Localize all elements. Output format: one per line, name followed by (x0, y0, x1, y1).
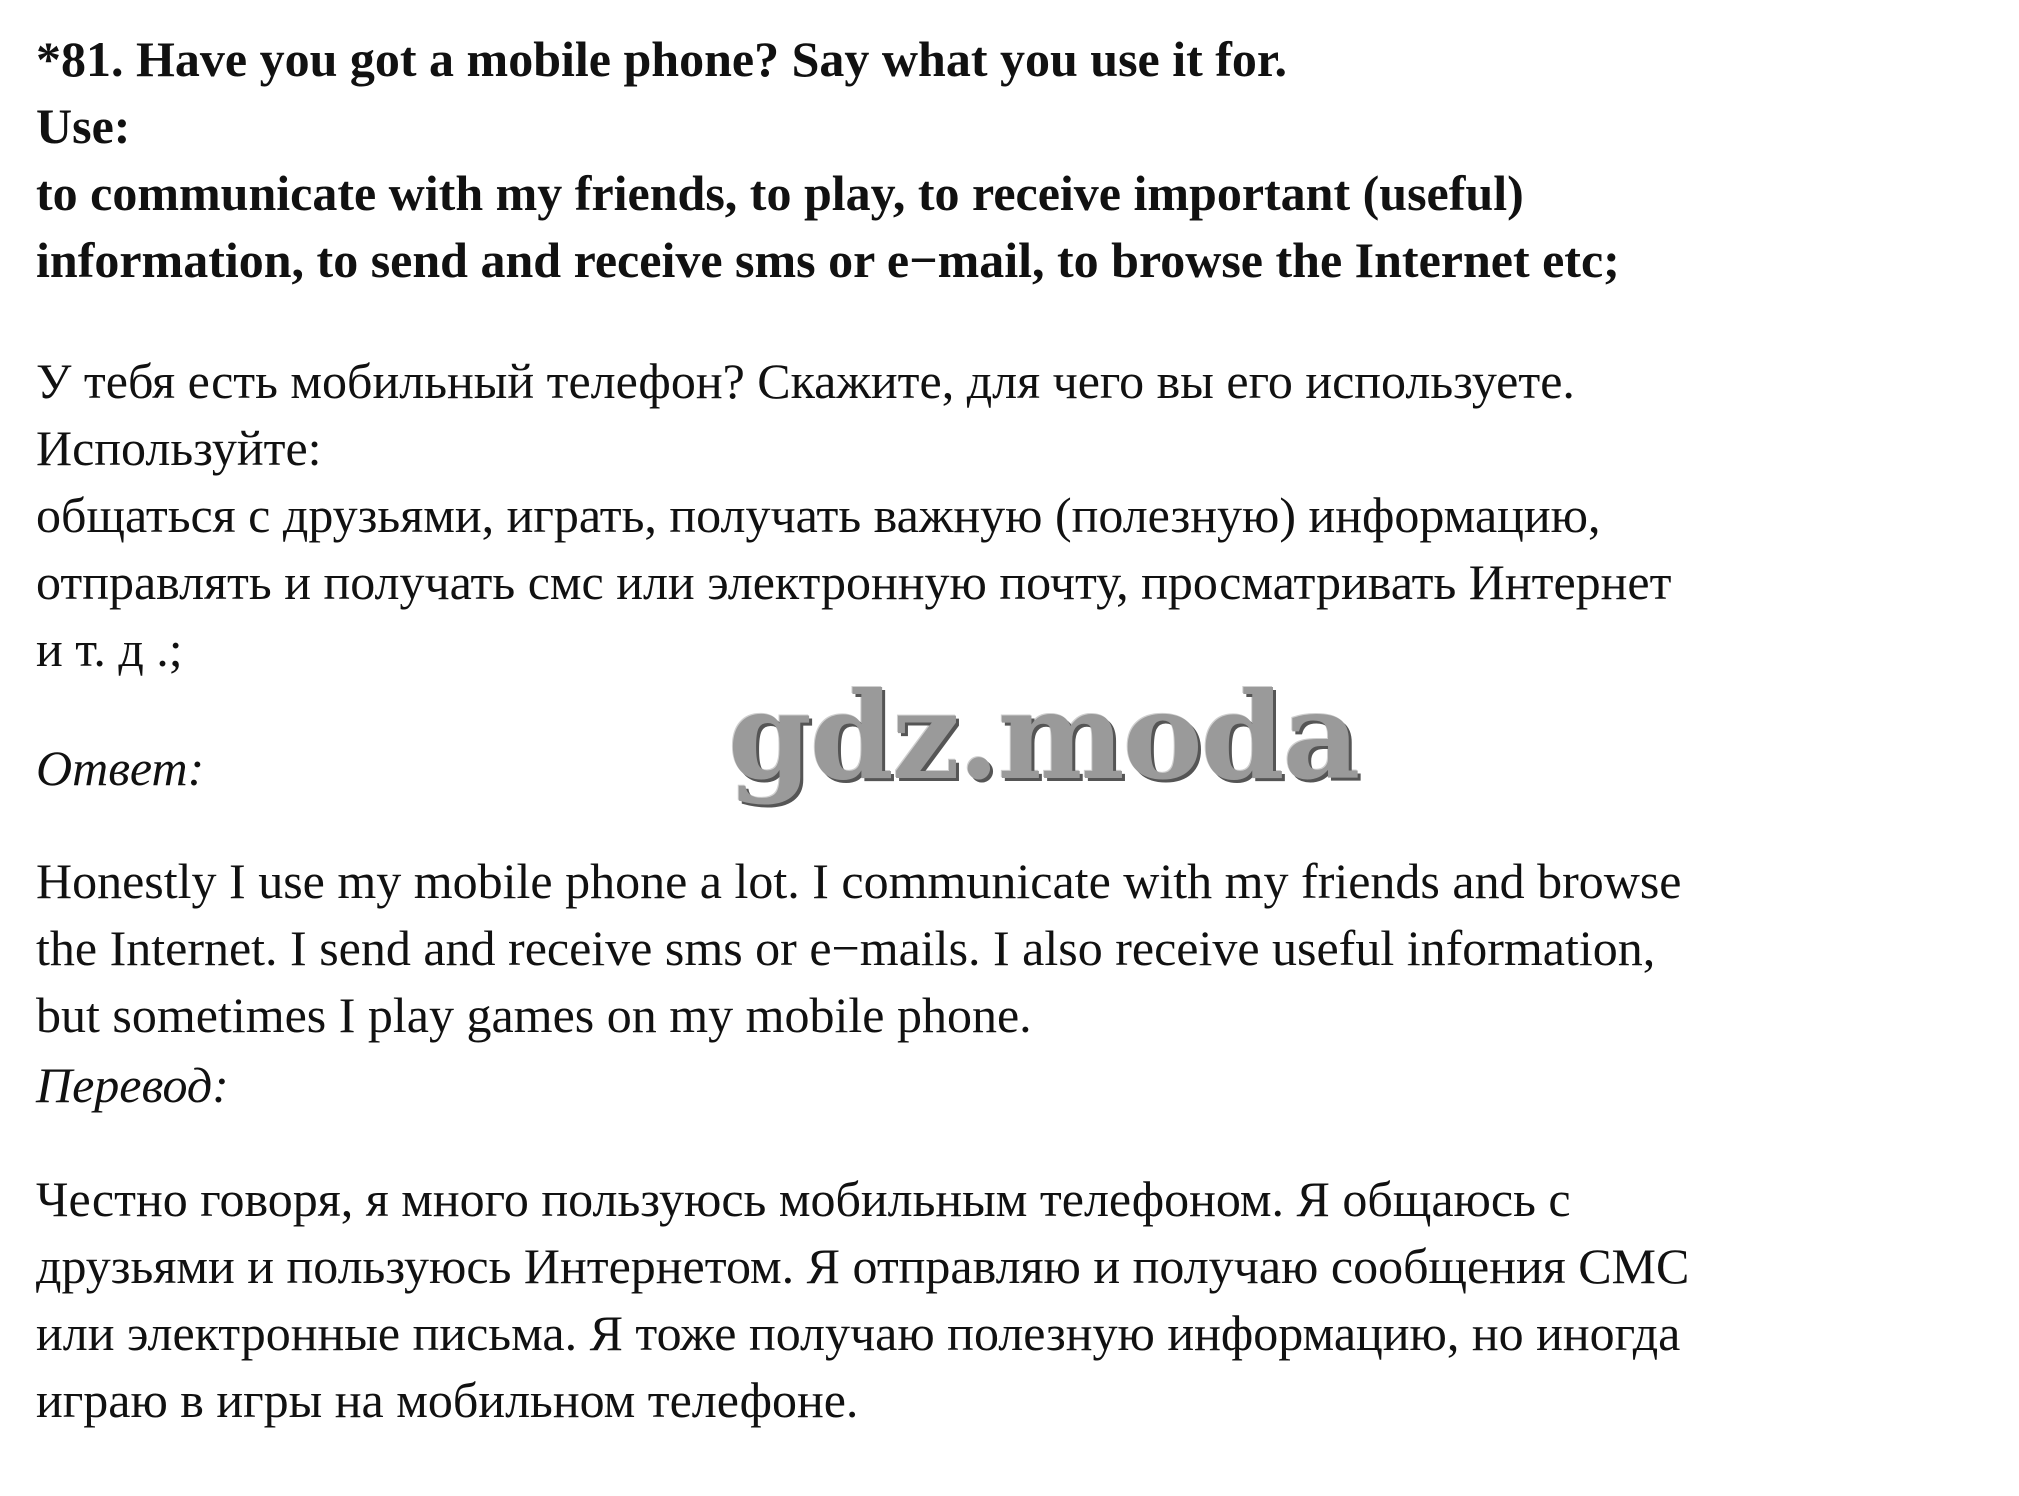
answer-text (36, 848, 1999, 1049)
task-hint-line-1: to communicate with my friends, to play, to receive important (useful) (36, 165, 1524, 221)
answer-translation-line-4: играю в игры на мобильном телефоне. (36, 1372, 859, 1428)
answer-line-1: Honestly I use my mobile phone a lot. I communicate with my friends and browse (36, 853, 1682, 909)
answer-translation-line-2: друзьями и пользуюсь Интернетом. Я отправляю и получаю сообщения СМС (36, 1238, 1690, 1294)
task-title: *81. Have you got a mobile phone? Say what you use it for. (36, 31, 1288, 87)
answer-translation-line-1: Честно говоря, я много пользуюсь мобильным телефоном. Я общаюсь с (36, 1171, 1571, 1227)
task-use-label: Use: (36, 98, 131, 154)
answer-label: Ответ: (36, 740, 205, 796)
answer-translation-line-3: или электронные письма. Я тоже получаю полезную информацию, но иногда (36, 1305, 1681, 1361)
task-translation-line-1: У тебя есть мобильный телефон? Скажите, для чего вы его используете. (36, 353, 1575, 409)
task-statement (36, 26, 1999, 294)
translation-label: Перевод: (36, 1057, 229, 1113)
task-translation-line-4: отправлять и получать смс или электронную почту, просматривать Интернет (36, 554, 1672, 610)
answer-line-2: the Internet. I send and receive sms or e−mails. I also receive useful information, (36, 920, 1656, 976)
answer-translation-text (36, 1166, 1999, 1434)
answer-line-3: but sometimes I play games on my mobile phone. (36, 987, 1032, 1043)
task-translation (36, 348, 1999, 683)
task-hint-line-2: information, to send and receive sms or e−mail, to browse the Internet etc; (36, 232, 1620, 288)
watermark-logo: gdz.moda (728, 666, 1359, 807)
task-translation-line-5: и т. д .; (36, 621, 183, 677)
task-translation-line-2: Используйте: (36, 420, 322, 476)
translation-heading (36, 1052, 1999, 1119)
task-translation-line-3: общаться с друзьями, играть, получать важную (полезную) информацию, (36, 487, 1601, 543)
